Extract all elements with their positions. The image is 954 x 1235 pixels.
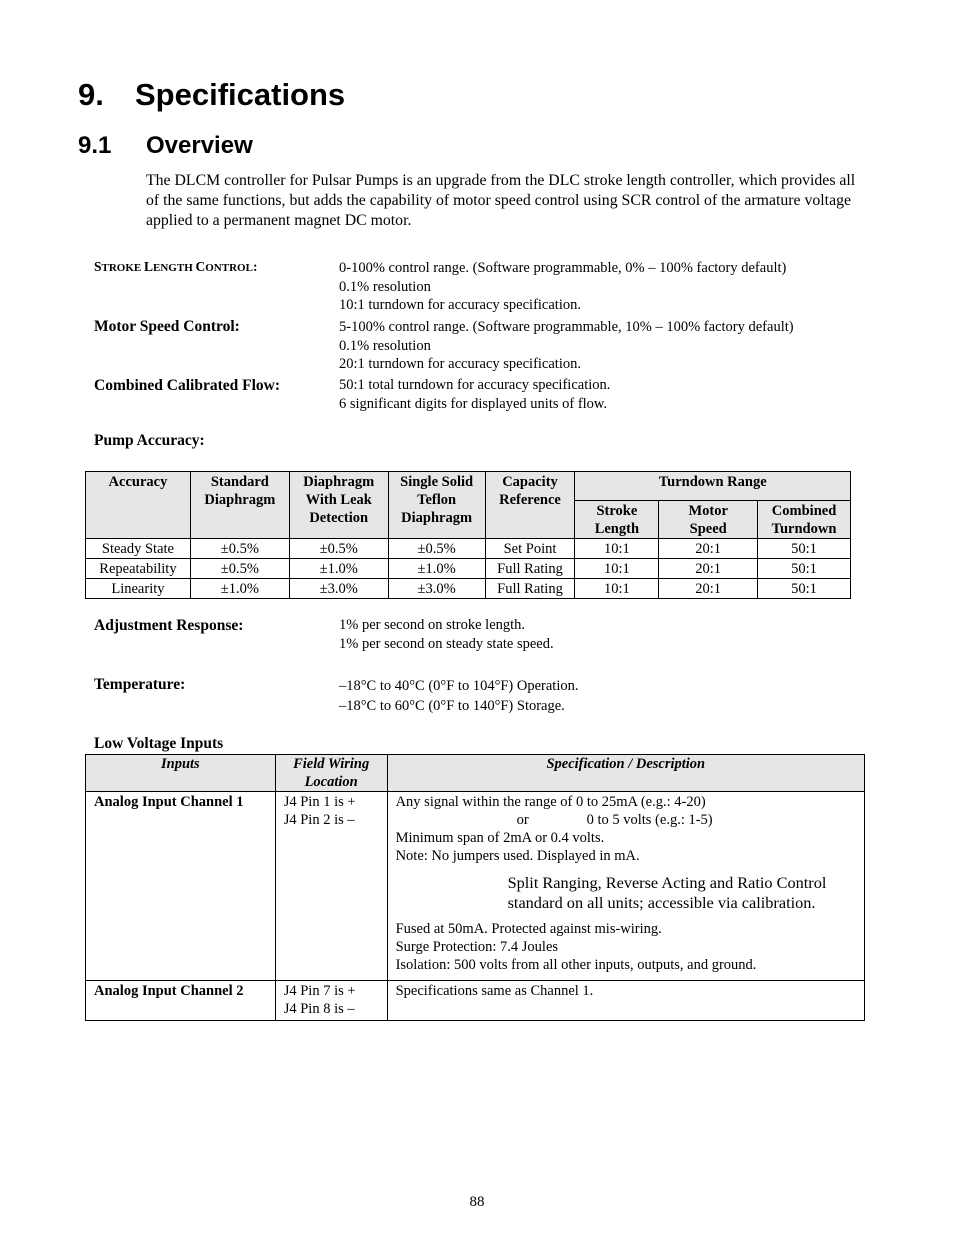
temperature-label: Temperature:	[94, 676, 186, 693]
channel-wiring: J4 Pin 1 is + J4 Pin 2 is –	[275, 792, 387, 981]
pump-accuracy-label: Pump Accuracy:	[94, 432, 205, 449]
channel-spec: Any signal within the range of 0 to 25mA (e.g.: 4-20) or 0 to 5 volts (e.g.: 1-5) Minimum span of 2mA or 0.4 volts. Note: No jumpers used. Displayed in mA. Split Ranging, Reverse Acting and Ratio Control standard on all units; accessible via calibration. Fused at 50mA. Protected against mis-wiring. Surge Protection: 7.4 Joules Isolation: 500 volts from all other inputs, outputs, and ground.	[387, 792, 864, 981]
table-row: Steady State ±0.5% ±0.5% ±0.5% Set Point 10:1 20:1 50:1	[86, 539, 851, 559]
overview-paragraph: The DLCM controller for Pulsar Pumps is an upgrade from the DLC stroke length controller, which provides all of the same functions, but adds the capability of motor speed control using SCR control of the armature voltage applied to a permanent magnet DC motor.	[146, 172, 856, 229]
col-stroke-length: Stroke Length	[575, 501, 659, 539]
channel-name: Analog Input Channel 2	[86, 981, 276, 1021]
col-teflon-diaphragm: Single Solid Teflon Diaphragm	[388, 472, 485, 539]
table-row	[86, 792, 865, 981]
motor-speed-label: Motor Speed Control:	[94, 318, 240, 335]
section-number: 9.	[78, 77, 104, 112]
low-voltage-table	[85, 754, 865, 1021]
table-row: Repeatability ±0.5% ±1.0% ±1.0% Full Rating 10:1 20:1 50:1	[86, 559, 851, 579]
section-heading	[78, 77, 345, 113]
col-turndown-range: Turndown Range	[575, 472, 851, 501]
col-capacity-reference: Capacity Reference	[485, 472, 575, 539]
subsection-heading	[78, 132, 253, 160]
col-specification: Specification / Description	[387, 755, 864, 792]
channel-wiring: J4 Pin 7 is + J4 Pin 8 is –	[275, 981, 387, 1021]
col-combined-turndown: Combined Turndown	[758, 501, 851, 539]
col-accuracy: Accuracy	[86, 472, 191, 539]
table-row: Linearity ±1.0% ±3.0% ±3.0% Full Rating 10:1 20:1 50:1	[86, 579, 851, 599]
adjustment-response-label: Adjustment Response:	[94, 617, 244, 634]
channel-spec: Specifications same as Channel 1.	[387, 981, 864, 1021]
motor-speed-values: 5-100% control range. (Software programmable, 10% – 100% factory default) 0.1% resolution 20:1 turndown for accuracy specification.	[339, 319, 794, 372]
pump-accuracy-table	[85, 471, 851, 599]
temperature-values: –18°C to 40°C (0°F to 104°F) Operation. –18°C to 60°C (0°F to 140°F) Storage.	[339, 678, 579, 714]
subsection-title: Overview	[146, 132, 253, 159]
low-voltage-title: Low Voltage Inputs	[94, 735, 224, 752]
col-leak-detection: Diaphragm With Leak Detection	[289, 472, 388, 539]
stroke-length-values: 0-100% control range. (Software programmable, 0% – 100% factory default) 0.1% resolution 10:1 turndown for accuracy specification.	[339, 260, 787, 313]
col-field-wiring: Field Wiring Location	[275, 755, 387, 792]
page-number: 88	[469, 1194, 485, 1210]
channel-name: Analog Input Channel 1	[86, 792, 276, 981]
col-standard-diaphragm: Standard Diaphragm	[190, 472, 289, 539]
combined-flow-values: 50:1 total turndown for accuracy specification. 6 significant digits for displayed units of flow.	[339, 377, 611, 412]
section-title: Specifications	[135, 77, 346, 112]
table-row	[86, 981, 865, 1021]
combined-flow-label: Combined Calibrated Flow:	[94, 377, 280, 394]
stroke-length-label: STROKE LENGTH CONTROL:	[94, 259, 258, 274]
adjustment-response-values: 1% per second on stroke length. 1% per second on steady state speed.	[339, 617, 554, 652]
col-motor-speed: Motor Speed	[659, 501, 758, 539]
col-inputs: Inputs	[86, 755, 276, 792]
subsection-number: 9.1	[78, 132, 112, 159]
